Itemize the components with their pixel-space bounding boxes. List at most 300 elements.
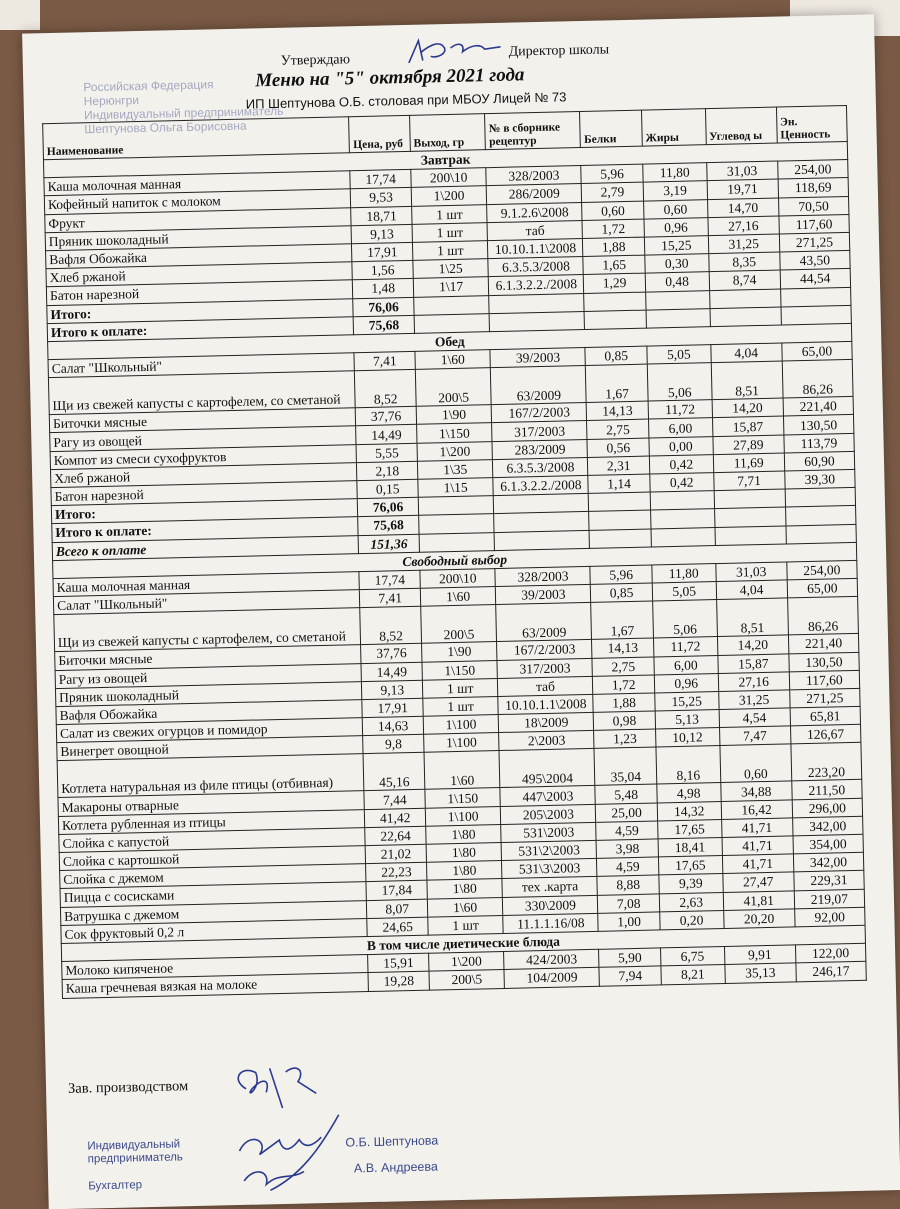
cell-energy: 130,50: [783, 415, 854, 435]
cell-protein: 1,14: [588, 474, 650, 494]
cell-price: 5,55: [356, 443, 417, 463]
empty-cell: [494, 512, 589, 532]
cell-fat: 10,12: [655, 728, 719, 748]
cell-recipe: 6.1.3.2.2./2008: [493, 475, 588, 495]
cell-recipe: 6.1.3.2.2./2008: [489, 275, 584, 295]
col-output: Выход, гр: [409, 114, 485, 152]
cell-recipe: 2\2003: [499, 731, 594, 751]
empty-cell: [715, 526, 787, 546]
cell-protein: 1,00: [598, 912, 660, 932]
cell-protein: 2,75: [587, 419, 649, 439]
cell-energy: 254,00: [787, 560, 858, 580]
total-value: 151,36: [359, 534, 420, 554]
cell-name: Рагу из овощей: [50, 426, 357, 451]
cell-recipe: 10.10.1.1\2008: [498, 694, 593, 714]
cell-fat: 5,06: [647, 363, 711, 401]
cell-price: 14,49: [356, 425, 417, 445]
cell-output: 1\60: [415, 350, 491, 370]
cell-name: Фрукт: [45, 207, 352, 232]
cell-recipe: 495\2004: [499, 749, 595, 788]
cell-protein: 3,98: [596, 839, 658, 859]
cell-protein: 5,96: [581, 164, 643, 184]
cell-output: 1\200: [428, 952, 504, 972]
cell-fat: 3,19: [643, 181, 707, 201]
cell-carbs: 7,71: [713, 471, 785, 491]
section-title: Свободный выбор: [53, 542, 857, 578]
cell-fat: 8,16: [656, 746, 720, 784]
cell-output: 1\150: [422, 660, 498, 680]
cell-output: 1\35: [417, 459, 493, 479]
cell-recipe: 328/2003: [495, 566, 590, 586]
cell-name: Ватрушка с джемом: [60, 900, 367, 925]
empty-cell: [414, 295, 490, 315]
cell-price: 24,65: [367, 917, 428, 937]
cell-energy: 117,60: [779, 214, 850, 234]
col-carbs: Углевод ы: [705, 107, 777, 145]
cell-carbs: 27,16: [718, 672, 790, 692]
entrepreneur-label: Индивидуальный предприниматель: [87, 1138, 183, 1166]
cell-protein: 4,59: [597, 857, 659, 877]
cell-energy: 342,00: [792, 816, 863, 836]
cell-energy: 118,69: [778, 178, 849, 198]
cell-name: Кофейный напиток с молоком: [44, 189, 351, 214]
cell-carbs: 27,89: [712, 435, 784, 455]
cell-carbs: 16,42: [721, 800, 793, 820]
cell-price: 1,56: [352, 260, 413, 280]
cell-price: 17,84: [366, 881, 427, 901]
cell-output: 200\10: [420, 569, 496, 589]
cell-output: 1\60: [427, 897, 503, 917]
cell-recipe: 330\2009: [503, 895, 598, 915]
cell-protein: 1,65: [583, 255, 645, 275]
empty-cell: [589, 492, 651, 512]
cell-energy: 65,81: [790, 706, 861, 726]
empty-cell: [650, 509, 714, 529]
cell-output: 1\200: [411, 186, 487, 206]
cell-recipe: 11.1.1.16/08: [503, 913, 598, 933]
total-label: Итого:: [47, 298, 354, 323]
cell-carbs: 14,20: [717, 635, 789, 655]
cell-fat: 17,65: [658, 819, 722, 839]
cell-protein: 8,88: [597, 875, 659, 895]
cell-carbs: 15,87: [712, 416, 784, 436]
cell-name: Макароны отварные: [58, 791, 365, 816]
approve-label: Утверждаю: [280, 52, 351, 69]
background-paper-corner: [0, 0, 40, 30]
empty-cell: [489, 293, 584, 313]
stamp-line: Нерюнгри: [83, 93, 140, 109]
cell-name: Биточки мясные: [55, 645, 362, 670]
empty-cell: [414, 313, 490, 333]
cell-protein: 14,13: [592, 638, 654, 658]
cell-output: 1\25: [413, 259, 489, 279]
cell-energy: 60,90: [784, 451, 855, 471]
cell-fat: 9,39: [659, 874, 723, 894]
cell-energy: 342,00: [793, 852, 864, 872]
cell-protein: 7,94: [599, 966, 661, 986]
accountant-signature: [229, 1108, 361, 1201]
cell-output: 1\60: [420, 587, 496, 607]
cell-fat: 0,48: [645, 272, 709, 292]
cell-carbs: 11,69: [713, 453, 785, 473]
cell-carbs: 15,87: [717, 653, 789, 673]
cell-price: 17,74: [359, 570, 420, 590]
empty-cell: [490, 311, 585, 331]
cell-price: 7,41: [354, 351, 415, 371]
stamp-line: Индивидуальный предприниматель: [83, 103, 284, 123]
cell-protein: 1,23: [594, 729, 656, 749]
cell-price: 19,28: [368, 971, 429, 991]
cell-price: 41,42: [365, 808, 426, 828]
cell-fat: 11,80: [643, 163, 707, 183]
cell-energy: 254,00: [777, 160, 848, 180]
cell-recipe: тех .карта: [502, 877, 597, 897]
cell-name: Молоко кипяченое: [62, 955, 369, 980]
cell-recipe: 167/2/2003: [497, 640, 592, 660]
cell-carbs: 31,25: [718, 690, 790, 710]
total-value: 75,68: [354, 315, 415, 335]
col-protein: Белки: [580, 110, 642, 147]
cell-energy: 296,00: [792, 798, 863, 818]
cell-carbs: 8,51: [716, 598, 788, 637]
cell-price: 21,02: [366, 844, 427, 864]
cell-energy: 221,40: [783, 397, 854, 417]
cell-protein: 5,90: [599, 948, 661, 968]
cell-output: 1 шт: [412, 241, 488, 261]
empty-cell: [589, 510, 651, 530]
cell-carbs: 35,13: [724, 963, 796, 983]
cell-energy: 86,26: [782, 360, 853, 399]
cell-recipe: таб: [487, 220, 582, 240]
cell-price: 8,52: [355, 370, 416, 408]
cell-carbs: 8,74: [709, 270, 781, 290]
cell-fat: 0,96: [654, 673, 718, 693]
cell-name: Слойка с джемом: [60, 864, 367, 889]
cell-price: 9,13: [362, 680, 423, 700]
cell-output: 1\200: [417, 441, 493, 461]
cell-output: 1\60: [424, 751, 500, 790]
cell-energy: 43,50: [780, 251, 851, 271]
cell-protein: 2,31: [588, 456, 650, 476]
cell-price: 22,23: [366, 862, 427, 882]
cell-recipe: 205\2003: [501, 804, 596, 824]
cell-fat: 6,00: [648, 418, 712, 438]
cell-fat: 11,72: [648, 400, 712, 420]
menu-table: [42, 105, 867, 999]
cell-price: 14,49: [361, 662, 422, 682]
cell-price: 9,13: [352, 224, 413, 244]
cell-recipe: 18\2009: [499, 712, 594, 732]
total-label: Всего к оплате: [52, 535, 359, 560]
cell-recipe: 424/2003: [504, 949, 599, 969]
cell-fat: 11,72: [653, 637, 717, 657]
cell-energy: 122,00: [795, 943, 866, 963]
cell-recipe: 447\2003: [500, 786, 595, 806]
empty-cell: [584, 292, 646, 312]
cell-name: Слойка с капустой: [59, 827, 366, 852]
cell-recipe: 531\2\2003: [502, 840, 597, 860]
cell-carbs: 4,04: [716, 580, 788, 600]
cell-energy: 221,40: [788, 634, 859, 654]
cell-carbs: 31,25: [708, 234, 780, 254]
cell-protein: 14,13: [587, 401, 649, 421]
cell-output: 1\100: [423, 715, 499, 735]
cell-price: 17,91: [362, 698, 423, 718]
cell-output: 1\80: [426, 861, 502, 881]
total-label: Итого к оплате:: [47, 316, 354, 341]
empty-cell: [589, 529, 651, 549]
cell-name: Вафля Обожайка: [46, 244, 353, 269]
cell-name: Винегрет овощной: [57, 736, 364, 761]
col-name: Наименование: [43, 117, 350, 160]
cell-name: Компот из смеси сухофруктов: [50, 444, 357, 469]
page-title: Меню на "5" октября 2021 года: [255, 64, 525, 92]
cell-protein: 7,08: [598, 893, 660, 913]
cell-fat: 14,32: [657, 801, 721, 821]
cell-protein: 0,56: [587, 438, 649, 458]
cell-recipe: 6.3.5.3/2008: [493, 457, 588, 477]
cell-carbs: 41,81: [723, 890, 795, 910]
cell-protein: 1,67: [586, 364, 648, 402]
cell-carbs: 4,54: [719, 708, 791, 728]
page-subtitle: ИП Шептунова О.Б. столовая при МБОУ Лицей № 73: [245, 89, 567, 112]
cell-energy: 246,17: [796, 962, 867, 982]
stamp-line: Российская Федерация: [83, 77, 214, 95]
empty-cell: [646, 308, 710, 328]
empty-cell: [646, 290, 710, 310]
section-title: Завтрак: [43, 141, 847, 177]
empty-cell: [494, 494, 589, 514]
cell-name: Котлета натуральная из филе птицы (отбивная): [57, 754, 364, 798]
empty-cell: [419, 514, 495, 534]
cell-price: 17,74: [350, 170, 411, 190]
empty-cell: [650, 491, 714, 511]
cell-output: 200\10: [411, 168, 487, 188]
cell-output: 1\100: [424, 733, 500, 753]
accountant-name: А.В. Андреева: [353, 1159, 439, 1176]
section-title: Обед: [48, 323, 852, 359]
cell-output: 1\90: [416, 405, 492, 425]
cell-protein: 5,48: [595, 784, 657, 804]
cell-carbs: 20,20: [723, 909, 795, 929]
stamp-line: Шептунова Ольга Борисовна: [84, 118, 247, 137]
cell-price: 45,16: [364, 753, 425, 791]
cell-protein: 4,59: [596, 821, 658, 841]
empty-cell: [786, 524, 857, 544]
cell-output: 1\90: [421, 642, 497, 662]
cell-price: 9,53: [351, 188, 412, 208]
cell-carbs: 14,70: [707, 198, 779, 218]
cell-protein: 0,85: [591, 583, 653, 603]
cell-price: 22,64: [365, 826, 426, 846]
cell-energy: 223,20: [791, 743, 862, 782]
cell-protein: 1,88: [583, 237, 645, 257]
cell-output: 1 шт: [423, 696, 499, 716]
cell-price: 0,15: [357, 479, 418, 499]
col-energy: Эн. Ценность: [776, 105, 847, 143]
cell-energy: 117,60: [789, 670, 860, 690]
cell-name: Пряник шоколадный: [55, 681, 362, 706]
cell-protein: 1,29: [584, 273, 646, 293]
cell-price: 37,76: [361, 644, 422, 664]
cell-recipe: 6.3.5.3/2008: [488, 257, 583, 277]
cell-recipe: 10.10.1.1\2008: [488, 238, 583, 258]
cell-output: 1 шт: [412, 222, 488, 242]
cell-carbs: 7,47: [719, 726, 791, 746]
cell-name: Хлеб ржаной: [51, 462, 358, 487]
cell-carbs: 27,47: [722, 872, 794, 892]
cell-price: 14,63: [363, 716, 424, 736]
cell-recipe: 167/2/2003: [492, 403, 587, 423]
cell-protein: 0,60: [582, 201, 644, 221]
cell-recipe: 531\2003: [501, 822, 596, 842]
cell-name: Вафля Обожайка: [56, 699, 363, 724]
cell-energy: 229,31: [794, 871, 865, 891]
cell-energy: 271,25: [789, 688, 860, 708]
cell-fat: 5,05: [652, 582, 716, 602]
cell-price: 7,44: [364, 790, 425, 810]
cell-output: 1\80: [426, 842, 502, 862]
cell-protein: 0,85: [585, 346, 647, 366]
cell-recipe: 328/2003: [486, 166, 581, 186]
cell-fat: 5,06: [653, 600, 717, 638]
cell-name: Каша молочная манная: [53, 572, 360, 597]
cell-name: Пицца с сосисками: [60, 882, 367, 907]
empty-cell: [418, 496, 494, 516]
cell-carbs: 34,88: [720, 781, 792, 801]
empty-cell: [584, 310, 646, 330]
cell-protein: 2,79: [582, 182, 644, 202]
cell-fat: 17,65: [658, 856, 722, 876]
cell-recipe: 39/2003: [496, 585, 591, 605]
cell-fat: 5,05: [647, 345, 711, 365]
production-head-label: Зав. производством: [67, 1078, 189, 1097]
cell-price: 18,71: [351, 206, 412, 226]
cell-name: Каша гречневая вязкая на молоке: [62, 973, 369, 998]
cell-energy: 113,79: [784, 433, 855, 453]
cell-fat: 18,41: [658, 838, 722, 858]
cell-name: Щи из свежей капусты с картофелем, со сметаной: [48, 371, 355, 415]
total-label: Итого к оплате:: [52, 517, 359, 542]
cell-protein: 2,75: [592, 656, 654, 676]
cell-energy: 354,00: [793, 834, 864, 854]
cell-protein: 1,72: [582, 219, 644, 239]
cell-recipe: 286/2009: [487, 184, 582, 204]
menu-document: [22, 14, 900, 1209]
cell-price: 37,76: [356, 407, 417, 427]
empty-cell: [785, 506, 856, 526]
empty-cell: [494, 530, 589, 550]
cell-output: 1\150: [425, 788, 501, 808]
cell-fat: 0,30: [645, 254, 709, 274]
empty-cell: [419, 532, 495, 552]
total-value: 76,06: [358, 497, 419, 517]
cell-recipe: 104/2009: [504, 968, 599, 988]
cell-energy: 211,50: [792, 780, 863, 800]
cell-output: 1\80: [427, 879, 503, 899]
cell-energy: 65,00: [787, 578, 858, 598]
empty-cell: [781, 305, 852, 325]
cell-energy: 271,25: [779, 232, 850, 252]
cell-fat: 2,63: [659, 892, 723, 912]
cell-name: Сок фруктовый 0,2 л: [61, 918, 368, 943]
cell-name: Каша молочная манная: [44, 171, 351, 196]
cell-protein: 1,88: [593, 693, 655, 713]
cell-carbs: 41,71: [722, 836, 794, 856]
cell-carbs: 27,16: [708, 216, 780, 236]
entrepreneur-name: О.Б. Шептунова: [345, 1133, 439, 1150]
cell-output: 1 шт: [428, 915, 504, 935]
cell-name: Котлета рубленная из птицы: [58, 809, 365, 834]
cell-carbs: 8,35: [708, 252, 780, 272]
empty-cell: [710, 307, 782, 327]
cell-name: Рагу из овощей: [55, 663, 362, 688]
cell-carbs: 31,03: [715, 562, 787, 582]
cell-fat: 15,25: [655, 691, 719, 711]
cell-fat: 0,42: [649, 454, 713, 474]
cell-carbs: 31,03: [706, 161, 778, 181]
cell-energy: 126,67: [790, 725, 861, 745]
empty-cell: [714, 489, 786, 509]
cell-energy: 44,54: [780, 269, 851, 289]
cell-price: 7,41: [360, 588, 421, 608]
cell-fat: 11,80: [652, 564, 716, 584]
total-value: 76,06: [353, 297, 414, 317]
cell-protein: 1,72: [593, 675, 655, 695]
cell-name: Батон нарезной: [46, 280, 353, 305]
cell-energy: 65,00: [782, 341, 853, 361]
cell-output: 1 шт: [422, 678, 498, 698]
cell-energy: 130,50: [789, 652, 860, 672]
cell-name: Слойка с картошкой: [59, 846, 366, 871]
cell-output: 1 шт: [412, 204, 488, 224]
col-price: Цена, руб: [349, 115, 410, 152]
cell-output: 1\80: [426, 824, 502, 844]
empty-cell: [780, 287, 851, 307]
cell-recipe: 39/2003: [490, 348, 585, 368]
cell-energy: 70,50: [778, 196, 849, 216]
cell-fat: 0,60: [643, 199, 707, 219]
cell-recipe: 63/2009: [491, 366, 587, 405]
cell-carbs: 4,04: [710, 343, 782, 363]
cell-protein: 1,67: [591, 601, 653, 639]
cell-carbs: 41,71: [721, 818, 793, 838]
col-recipe: № в сборнике рецептур: [485, 112, 581, 150]
cell-name: Батон нарезной: [51, 481, 358, 506]
cell-protein: 35,04: [594, 747, 656, 785]
cell-fat: 0,96: [644, 217, 708, 237]
cell-energy: 92,00: [794, 907, 865, 927]
cell-carbs: 14,20: [712, 398, 784, 418]
cell-energy: 39,30: [785, 469, 856, 489]
cell-output: 1\100: [425, 806, 501, 826]
cell-recipe: таб: [498, 676, 593, 696]
cell-price: 8,07: [367, 899, 428, 919]
cell-output: 1\17: [413, 277, 489, 297]
cell-output: 200\5: [415, 368, 491, 407]
cell-name: Пряник шоколадный: [45, 225, 352, 250]
cell-fat: 5,13: [655, 710, 719, 730]
director-signature: [400, 33, 511, 69]
cell-carbs: 19,71: [707, 179, 779, 199]
empty-cell: [714, 507, 786, 527]
cell-name: Биточки мясные: [49, 408, 356, 433]
cell-carbs: 0,60: [720, 744, 792, 783]
cell-carbs: 9,91: [724, 945, 796, 965]
cell-output: 200\5: [421, 605, 497, 644]
cell-name: Щи из свежей капусты с картофелем, со сметаной: [54, 608, 361, 652]
cell-fat: 6,00: [654, 655, 718, 675]
